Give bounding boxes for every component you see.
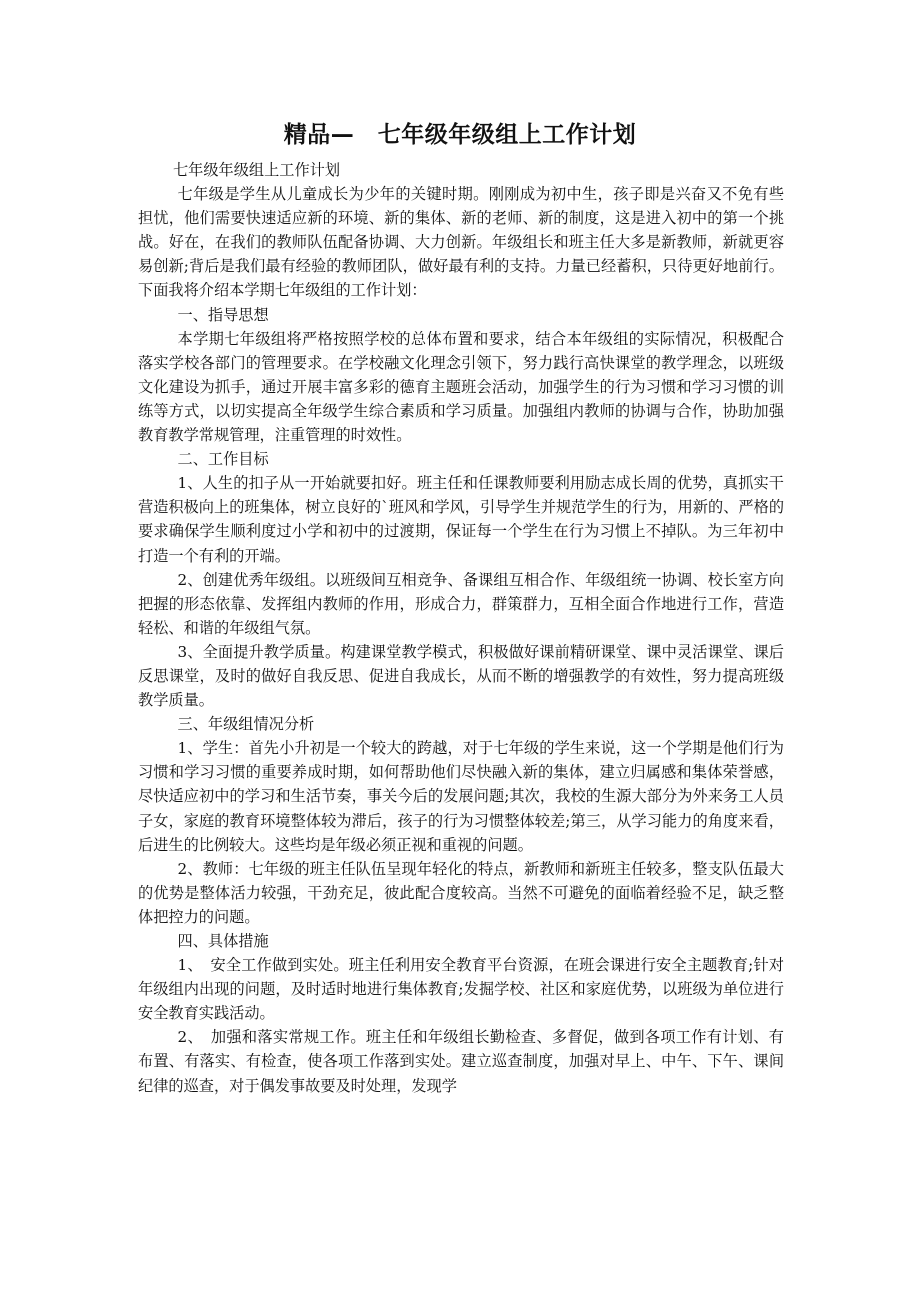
document-title: 精品— 七年级年级组上工作计划 <box>283 122 637 148</box>
intro-paragraph: 七年级是学生从儿童成长为少年的关键时期。刚刚成为初中生，孩子即是兴奋又不免有些担忧，他们需要快速适应新的环境、新的集体、新的老师、新的制度，这是进入初中的第一个挑战。好在，在我们的教师队伍配备协调、大力创新。年级组长和班主任大多是新教师，新就更容易创新;背后是我们最有经验的教师团队，做好最有利的支持。力量已经蓄积，只待更好地前行。下面我将介绍本学期七年级组的工作计划： <box>138 185 784 300</box>
document-body <box>138 158 784 1098</box>
work-goal-paragraph-1: 1、人生的扣子从一开始就要扣好。班主任和任课教师要利用励志成长周的优势，真抓实干营造积极向上的班集体，树立良好的`班风和学风，引导学生并规范学生的行为，用新的、严格的要求确保学生顺利度过小学和初中的过渡期，保证每一个学生在行为习惯上不掉队。为三年初中打造一个有利的开端。 <box>138 474 784 565</box>
document-subtitle: 七年级年级组上工作计划 <box>172 161 341 179</box>
measure-paragraph-2: 2、 加强和落实常规工作。班主任和年级组长勤检查、多督促，做到各项工作有计划、有布置、有落实、有检查，使各项工作落到实处。建立巡查制度，加强对早上、中午、下午、课间纪律的巡查，对于偶发事故要及时处理，发现学 <box>138 1028 784 1095</box>
section-heading-measures: 四、具体措施 <box>177 932 269 950</box>
section-heading-analysis: 三、年级组情况分析 <box>177 715 315 734</box>
section-heading-guiding-thought: 一、指导思想 <box>177 305 269 324</box>
analysis-teachers-paragraph: 2、教师：七年级的班主任队伍呈现年轻化的特点，新教师和新班主任较多，整支队伍最大的优势是整体活力较强，干劲充足，彼此配合度较高。当然不可避免的面临着经验不足，缺乏整体把控力的问题。 <box>138 859 784 926</box>
section-heading-work-goals: 二、工作目标 <box>177 450 269 469</box>
work-goal-paragraph-2: 2、创建优秀年级组。以班级间互相竞争、备课组互相合作、年级组统一协调、校长室方向把握的形态依靠、发挥组内教师的作用，形成合力，群策群力，互相全面合作地进行工作，营造轻松、和谐的年级组气氛。 <box>138 570 784 637</box>
guiding-thought-paragraph: 本学期七年级组将严格按照学校的总体布置和要求，结合本年级组的实际情况，积极配合落实学校各部门的管理要求。在学校融文化理念引领下，努力践行高快课堂的教学理念，以班级文化建设为抓手，通过开展丰富多彩的德育主题班会活动，加强学生的行为习惯和学习习惯的训练等方式，以切实提高全年级学生综合素质和学习质量。加强组内教师的协调与合作，协助加强教育教学常规管理，注重管理的时效性。 <box>138 329 784 445</box>
analysis-students-paragraph: 1、学生：首先小升初是一个较大的跨越，对于七年级的学生来说，这一个学期是他们行为习惯和学习习惯的重要养成时期，如何帮助他们尽快融入新的集体，建立归属感和集体荣誉感，尽快适应初中的学习和生活节奏，事关今后的发展问题;其次，我校的生源大部分为外来务工人员子女，家庭的教育环境整体较为滞后，孩子的行为习惯整体较差;第三，从学习能力的角度来看，后进生的比例较大。这些均是年级必须正视和重视的问题。 <box>138 739 784 854</box>
work-goal-paragraph-3: 3、全面提升教学质量。构建课堂教学模式，积极做好课前精研课堂、课中灵活课堂、课后反思课堂，及时的做好自我反思、促进自我成长，从而不断的增强教学的有效性，努力提高班级教学质量。 <box>138 642 784 710</box>
measure-paragraph-1: 1、 安全工作做到实处。班主任利用安全教育平台资源，在班会课进行安全主题教育;针对年级组内出现的问题，及时适时地进行集体教育;发掘学校、社区和家庭优势，以班级为单位进行安全教育实践活动。 <box>138 956 784 1023</box>
